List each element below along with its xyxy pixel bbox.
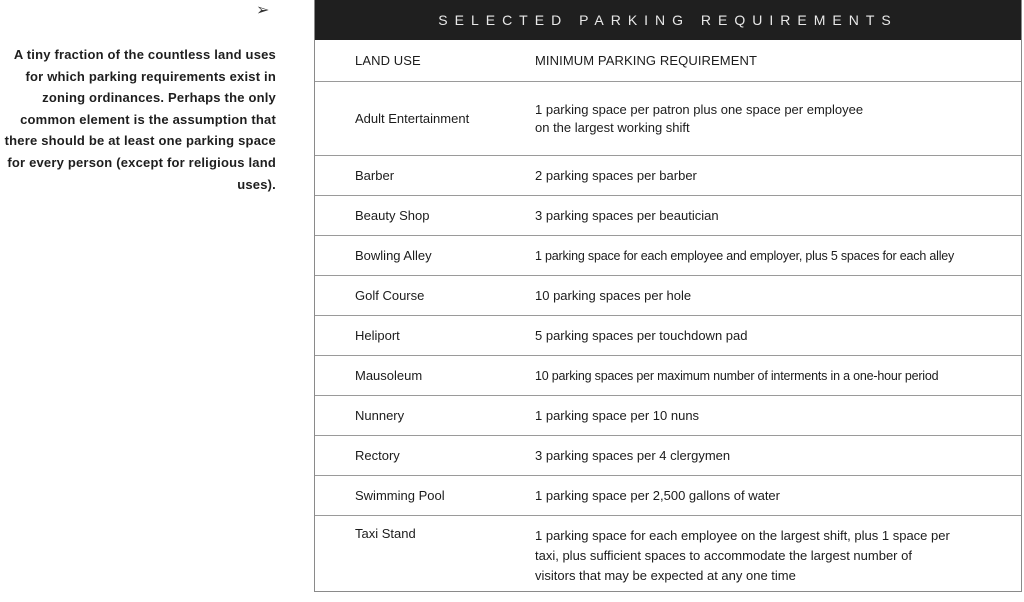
requirement-cell: 1 parking space for each employee and employer, plus 5 spaces for each alley — [535, 248, 955, 263]
table-row — [315, 476, 1021, 516]
table-row — [315, 276, 1021, 316]
table-row — [315, 82, 1021, 156]
requirement-cell: 1 parking space per 10 nuns — [535, 407, 700, 423]
requirement-cell: 3 parking spaces per beautician — [535, 207, 719, 223]
land-use-cell: Taxi Stand — [355, 526, 416, 541]
land-use-cell: Nunnery — [355, 408, 405, 423]
land-use-cell: Adult Entertainment — [355, 111, 470, 126]
table-row — [315, 196, 1021, 236]
table-row — [315, 236, 1021, 276]
table-row — [315, 436, 1021, 476]
requirement-cell: 1 parking space per patron plus one space per employee on the largest working shift — [535, 101, 864, 135]
table-row — [315, 156, 1021, 196]
land-use-cell: Rectory — [355, 448, 400, 463]
requirement-cell: 3 parking spaces per 4 clergymen — [535, 447, 731, 463]
table-title: SELECTED PARKING REQUIREMENTS — [315, 0, 1021, 40]
header-land-use: LAND USE — [355, 53, 421, 68]
requirement-cell: 1 parking space for each employee on the largest shift, plus 1 space per taxi, plus sufficient spaces to accommodate the largest number of visitors that may be expected at any one time — [535, 528, 950, 583]
sidebar-caption: A tiny fraction of the countless land uses for which parking requirements exist in zoning ordinances. Perhaps the only common element is the assumption that there should be at least one parking space for every person (except for religious land uses). — [4, 47, 276, 192]
land-use-cell: Swimming Pool — [355, 488, 445, 503]
table-row — [315, 356, 1021, 396]
requirement-cell: 10 parking spaces per hole — [535, 287, 692, 303]
requirement-cell: 1 parking space per 2,500 gallons of water — [535, 487, 780, 503]
header-requirement: MINIMUM PARKING REQUIREMENT — [535, 52, 758, 68]
land-use-cell: Barber — [355, 168, 395, 183]
table-row — [315, 316, 1021, 356]
parking-requirements-table — [314, 0, 1022, 592]
requirement-cell: 10 parking spaces per maximum number of interments in a one-hour period — [535, 368, 939, 383]
land-use-cell: Golf Course — [355, 288, 425, 303]
land-use-cell: Heliport — [355, 328, 400, 343]
land-use-cell: Mausoleum — [355, 368, 423, 383]
table-header-row — [315, 40, 1021, 82]
land-use-cell: Bowling Alley — [355, 248, 432, 263]
land-use-cell: Beauty Shop — [355, 208, 430, 223]
arrow-icon: ➢ — [256, 2, 270, 19]
table-row — [315, 396, 1021, 436]
requirement-cell: 5 parking spaces per touchdown pad — [535, 327, 748, 343]
table-row — [315, 516, 1021, 602]
requirement-cell: 2 parking spaces per barber — [535, 167, 697, 183]
